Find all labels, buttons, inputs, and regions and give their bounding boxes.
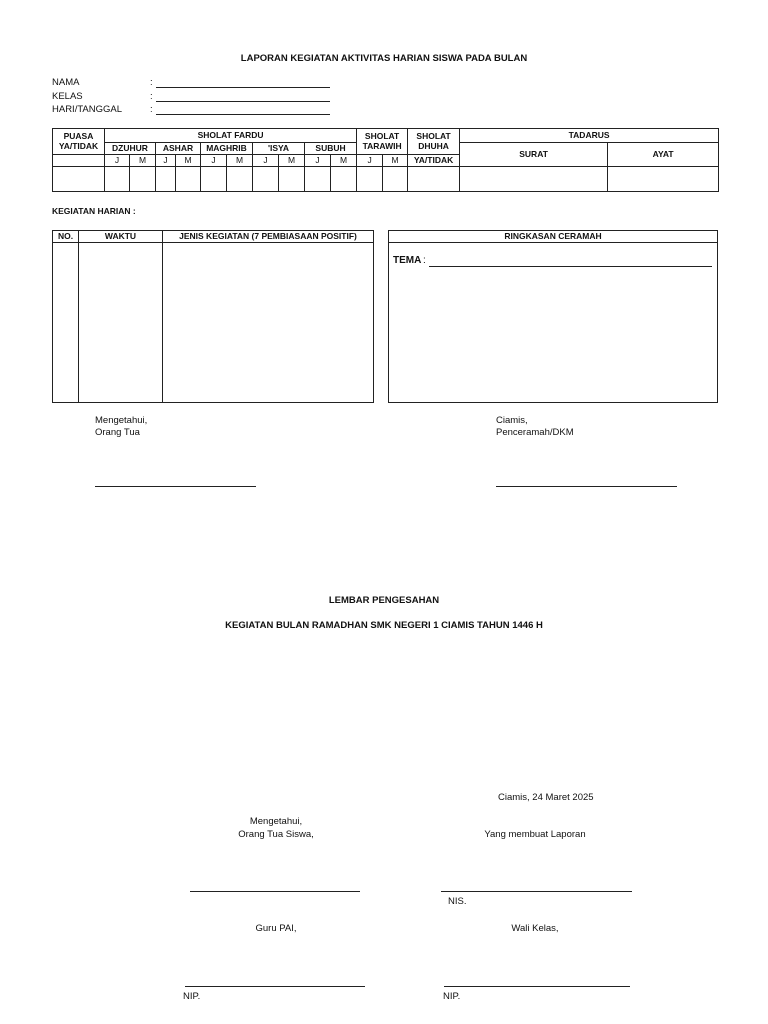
cell-subuh-j[interactable] <box>305 167 331 192</box>
col-no: NO. <box>53 231 79 243</box>
col-jenis-kegiatan: JENIS KEGIATAN (7 PEMBIASAAN POSITIF) <box>163 231 374 243</box>
sig-top-right-line1: Ciamis, <box>496 415 528 426</box>
maghrib-j: J <box>201 155 227 167</box>
lecture-summary-box <box>388 230 718 403</box>
puasa-sub-empty <box>53 155 105 167</box>
sig-top-left-line1: Mengetahui, <box>95 415 148 426</box>
sig-top-left-line[interactable] <box>95 486 256 487</box>
guru-pai-label: Guru PAI, <box>255 923 297 934</box>
approval-left-line2: Orang Tua Siswa, <box>238 829 314 840</box>
cell-dhuha[interactable] <box>408 167 460 192</box>
sig-student-line[interactable] <box>441 891 632 892</box>
tarawih-j: J <box>357 155 383 167</box>
cell-jenis-kegiatan[interactable] <box>163 243 374 403</box>
report-title: LAPORAN KEGIATAN AKTIVITAS HARIAN SISWA PADA BULAN <box>240 53 528 64</box>
subuh-m: M <box>331 155 357 167</box>
cell-subuh-m[interactable] <box>331 167 357 192</box>
lecture-heading: RINGKASAN CERAMAH <box>389 231 717 243</box>
sig-parent-line[interactable] <box>190 891 360 892</box>
approval-right-line: Yang membuat Laporan <box>484 829 586 840</box>
dhuha-ya-tidak: YA/TIDAK <box>408 155 460 167</box>
approval-subtitle: KEGIATAN BULAN RAMADHAN SMK NEGERI 1 CIAMIS TAHUN 1446 H <box>225 620 543 631</box>
cell-tarawih-j[interactable] <box>357 167 383 192</box>
isya-j: J <box>253 155 279 167</box>
cell-tarawih-m[interactable] <box>383 167 408 192</box>
field-hari-line[interactable] <box>156 114 330 115</box>
col-waktu: WAKTU <box>79 231 163 243</box>
nip-right-label: NIP. <box>443 991 461 1002</box>
nis-label: NIS. <box>448 896 467 907</box>
sholat-dhuha-header: SHOLAT DHUHA <box>408 129 460 155</box>
tadarus-surat: SURAT <box>460 143 608 167</box>
sig-top-right-line2: Penceramah/DKM <box>496 427 574 438</box>
sholat-fardu-header: SHOLAT FARDU <box>105 129 357 143</box>
ashar-m: M <box>176 155 201 167</box>
isya-m: M <box>279 155 305 167</box>
field-nama-sep: : <box>150 77 153 88</box>
approval-left-line1: Mengetahui, <box>249 816 303 827</box>
cell-dzuhur-m[interactable] <box>130 167 156 192</box>
field-kelas-line[interactable] <box>156 101 330 102</box>
cell-ashar-m[interactable] <box>176 167 201 192</box>
field-kelas-sep: : <box>150 91 153 102</box>
activities-heading: KEGIATAN HARIAN : <box>52 206 136 216</box>
tema-label: TEMA <box>393 255 422 266</box>
cell-puasa[interactable] <box>53 167 105 192</box>
field-hari-label: HARI/TANGGAL <box>52 104 123 115</box>
prayer-dzuhur: DZUHUR <box>105 143 156 155</box>
cell-no[interactable] <box>53 243 79 403</box>
prayer-maghrib: MAGHRIB <box>201 143 253 155</box>
tadarus-ayat: AYAT <box>608 143 719 167</box>
nip-left-label: NIP. <box>183 991 201 1002</box>
sig-top-left-line2: Orang Tua <box>95 427 140 438</box>
cell-ashar-j[interactable] <box>156 167 176 192</box>
field-kelas-label: KELAS <box>52 91 83 102</box>
cell-maghrib-j[interactable] <box>201 167 227 192</box>
tarawih-m: M <box>383 155 408 167</box>
activities-table <box>52 230 374 403</box>
cell-isya-m[interactable] <box>279 167 305 192</box>
approval-place-date: Ciamis, 24 Maret 2025 <box>498 792 594 803</box>
ashar-j: J <box>156 155 176 167</box>
field-nama-line[interactable] <box>156 87 330 88</box>
sig-guru-line[interactable] <box>185 986 365 987</box>
cell-surat[interactable] <box>460 167 608 192</box>
wali-kelas-label: Wali Kelas, <box>511 923 559 934</box>
prayer-isya: 'ISYA <box>253 143 305 155</box>
cell-waktu[interactable] <box>79 243 163 403</box>
prayer-ashar: ASHAR <box>156 143 201 155</box>
subuh-j: J <box>305 155 331 167</box>
sig-wali-line[interactable] <box>444 986 630 987</box>
tema-line[interactable] <box>429 266 712 267</box>
sholat-tarawih-header: SHOLAT TARAWIH <box>357 129 408 155</box>
puasa-header: PUASA YA/TIDAK <box>53 129 105 155</box>
dzuhur-j: J <box>105 155 130 167</box>
cell-maghrib-m[interactable] <box>227 167 253 192</box>
tema-sep: : <box>423 255 426 266</box>
tadarus-header: TADARUS <box>460 129 719 143</box>
sig-top-right-line[interactable] <box>496 486 677 487</box>
worship-table <box>52 128 719 192</box>
cell-dzuhur-j[interactable] <box>105 167 130 192</box>
approval-title: LEMBAR PENGESAHAN <box>328 595 440 606</box>
prayer-subuh: SUBUH <box>305 143 357 155</box>
cell-isya-j[interactable] <box>253 167 279 192</box>
cell-ayat[interactable] <box>608 167 719 192</box>
maghrib-m: M <box>227 155 253 167</box>
dzuhur-m: M <box>130 155 156 167</box>
field-nama-label: NAMA <box>52 77 80 88</box>
field-hari-sep: : <box>150 104 153 115</box>
